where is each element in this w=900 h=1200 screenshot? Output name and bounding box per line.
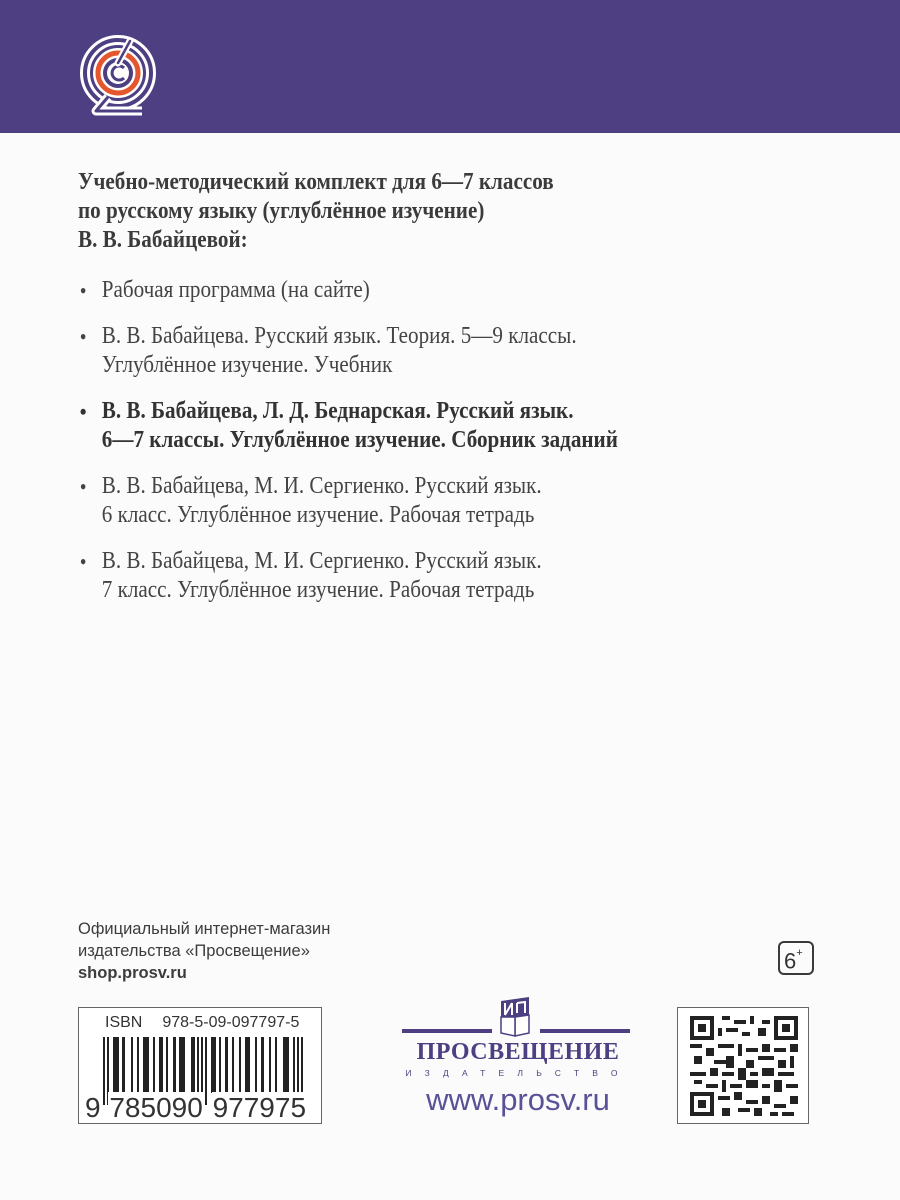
barcode-digit-first: 9 <box>85 1092 101 1123</box>
publisher-name: ПРОСВЕЩЕНИЕ <box>416 1039 620 1065</box>
shop-line: издательства «Просвещение» <box>78 942 310 960</box>
header-band <box>0 0 900 133</box>
bullet-icon: • <box>79 399 87 424</box>
divider <box>402 1029 492 1033</box>
bullet-icon: • <box>79 549 87 574</box>
kit-item-text: В. В. Бабайцева, Л. Д. Беднарская. Русский язык. <box>101 398 574 424</box>
online-shop-info <box>78 918 330 984</box>
shop-line: Официальный интернет-магазин <box>78 920 331 938</box>
kit-item-current <box>78 397 852 455</box>
qr-code-icon <box>690 1016 798 1116</box>
isbn-text <box>105 1014 299 1032</box>
publisher-url-link[interactable]: www.prosv.ru <box>426 1082 610 1117</box>
kit-item-text: В. В. Бабайцева, М. И. Сергиенко. Русский язык. <box>101 548 542 574</box>
isbn-label: ISBN <box>105 1014 143 1031</box>
bullet-icon: • <box>79 278 87 303</box>
shop-url-link[interactable]: shop.prosv.ru <box>78 964 187 982</box>
kit-heading-line: В. В. Бабайцевой: <box>78 227 248 253</box>
kit-item-text: 6 класс. Углублённое изучение. Рабочая тетрадь <box>101 502 535 528</box>
isbn-number: 978-5-09-097797-5 <box>162 1014 300 1031</box>
kit-item <box>78 322 852 380</box>
age-rating-plus: + <box>796 947 803 959</box>
publisher-mark-icon <box>497 995 533 1037</box>
kit-heading-line: по русскому языку (углублённое изучение) <box>78 198 485 224</box>
kit-item-text: В. В. Бабайцева, М. И. Сергиенко. Русский язык. <box>101 473 542 499</box>
kit-item-list <box>78 276 858 622</box>
kit-heading <box>78 168 729 255</box>
age-rating-value: 6 <box>784 948 797 974</box>
barcode-digits-left: 785090 <box>109 1092 203 1123</box>
bullet-icon: • <box>79 324 87 349</box>
kit-item <box>78 547 852 605</box>
age-rating-badge <box>778 941 814 975</box>
divider <box>540 1029 630 1033</box>
publisher-block <box>390 995 640 1155</box>
kit-item-text: 6—7 классы. Углублённое изучение. Сборник заданий <box>101 427 618 453</box>
isbn-barcode <box>78 1007 322 1124</box>
barcode-digits-right: 977975 <box>212 1092 307 1123</box>
kit-heading-line: Учебно-методический комплект для 6—7 классов <box>78 169 554 195</box>
kit-item-text: 7 класс. Углублённое изучение. Рабочая тетрадь <box>101 577 535 603</box>
kit-item <box>78 472 852 530</box>
kit-item-text: Углублённое изучение. Учебник <box>101 352 393 378</box>
kit-item <box>78 276 852 305</box>
kit-item-text: Рабочая программа (на сайте) <box>101 277 370 303</box>
kit-item-text: В. В. Бабайцева. Русский язык. Теория. 5—9 классы. <box>101 323 577 349</box>
publisher-logo-icon <box>78 35 164 117</box>
barcode-digits <box>85 1092 307 1124</box>
bullet-icon: • <box>79 474 87 499</box>
qr-code[interactable] <box>677 1007 809 1124</box>
publisher-subtitle: ИЗДАТЕЛЬСТВО <box>405 1068 631 1078</box>
